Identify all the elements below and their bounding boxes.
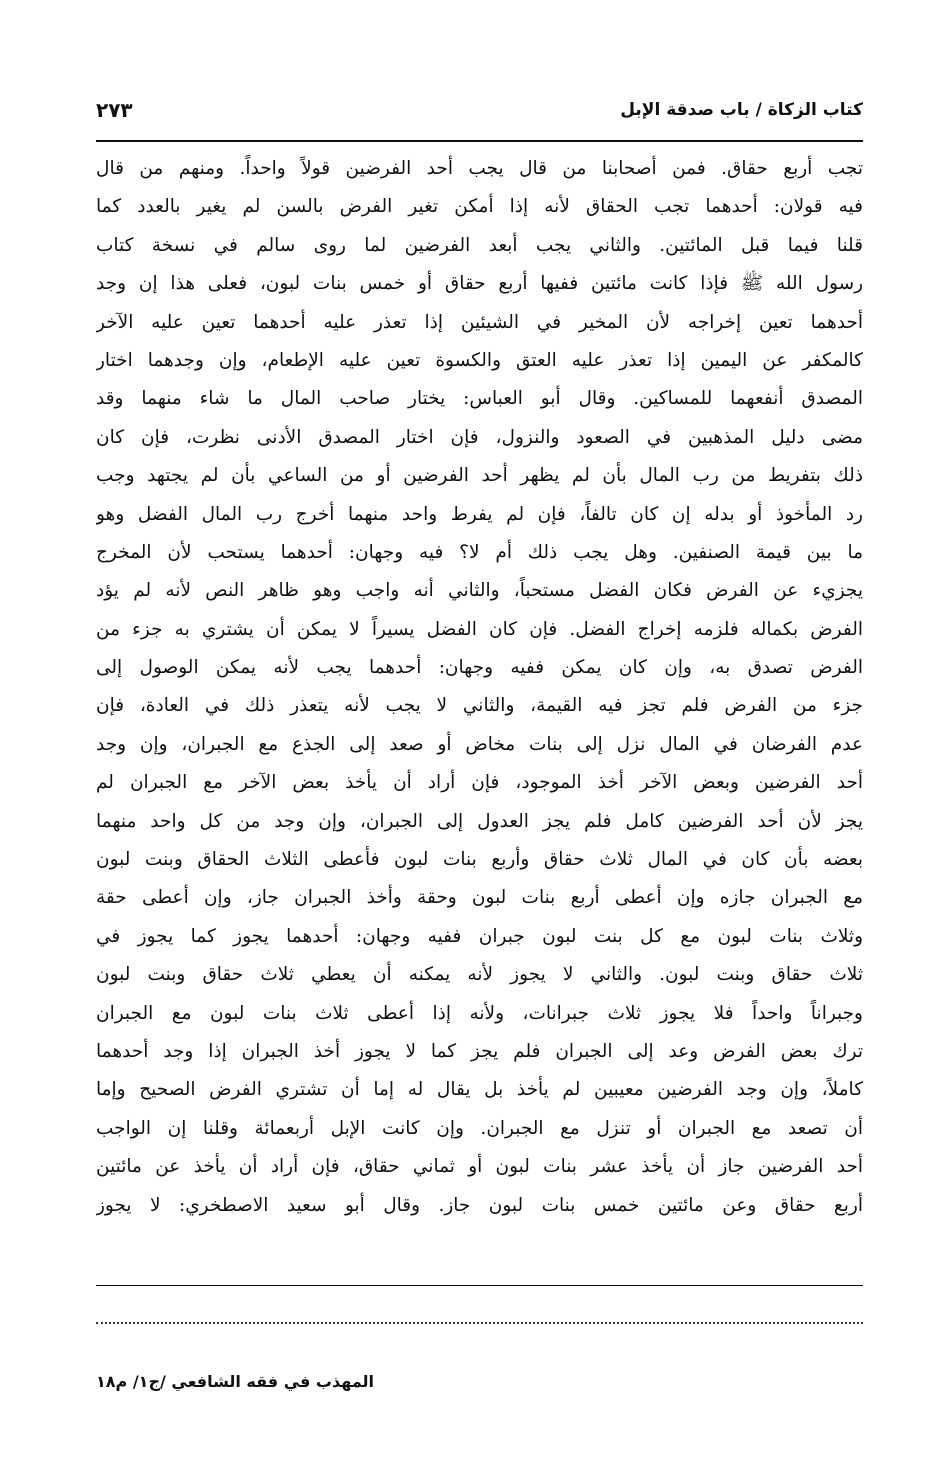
text-line: ثلاث حقاق وبنت لبون. والثاني لا يجوز لأنه يمكنه أن يعطي ثلاث حقاق وبنت لبون	[96, 964, 863, 986]
text-line: الفرض تصدق به، وإن كان يمكن ففيه وجهان: أحدهما يجب لأنه يمكن الوصول إلى	[96, 657, 863, 679]
text-line: يجزيء عن الفرض فكان الفضل مستحباً، والثاني أنه واجب وهو ظاهر النص لأنه لم يؤد	[96, 580, 863, 602]
text-line: أربع حقاق وعن مائتين خمس بنات لبون جاز. وقال أبو سعيد الاصطخري: لا يجوز	[96, 1194, 863, 1216]
text-line: ذلك بتفريط من رب المال بأن لم يظهر أحد الفرضين أو من الساعي بأن لم يجتهد وجب	[96, 465, 863, 487]
text-line: تجب أربع حقاق. فمن أصحابنا من قال يجب أحد الفرضين قولاً واحداً. ومنهم من قال	[96, 158, 863, 179]
text-line: أن تصعد مع الجبران أو تنزل مع الجبران. وإن كانت الإبل أربعمائة وقلنا إن الواجب	[96, 1117, 863, 1139]
text-line: أحد الفرضين جاز أن يأخذ عشر بنات لبون أو ثماني حقاق، فإن أراد أن يأخذ عن مائتين	[96, 1156, 863, 1178]
text-line: عدم الفرضان في المال نزل إلى بنات مخاض أو صعد إلى الجذع مع الجبران، وإن وجد	[96, 733, 863, 755]
text-line: مع الجبران جازه وإن أعطى أربع بنات لبون وحقة وأخذ الجبران جاز، وإن أعطى حقة	[96, 887, 863, 909]
header-rule	[96, 140, 863, 142]
text-line: وثلاث بنات لبون مع كل بنت لبون جبران ففيه وجهان: أحدهما يجوز كما يجوز في	[96, 925, 863, 947]
signature-mark: المهذب في فقه الشافعي /ج١/ م١٨	[96, 1372, 375, 1391]
text-line: الفرض بكماله فلزمه إخراج الفضل. فإن كان الفضل يسيراً لا يمكن أن يشتري به جزء من	[96, 618, 863, 640]
text-line: كالمكفر عن اليمين إذا تعذر عليه العتق والكسوة تعين عليه الإطعام، وإن وجدهما اختار	[96, 349, 863, 371]
text-line: وجبراناً واحداً فلا يجوز ثلاث جبرانات، ولأنه إذا أعطى ثلاث بنات لبون مع الجبران	[96, 1002, 863, 1024]
text-line: رد المأخوذ أو بدله إن كان تالفاً، فإن لم يفرط واحد منهما أخرج رب المال الفضل وهو	[96, 503, 863, 525]
text-line: مضى دليل المذهبين في الصعود والنزول، فإن اختار المصدق الأدنى نظرت، فإن كان	[96, 426, 863, 448]
text-line: قلنا فيما قبل المائتين. والثاني يجب أبعد الفرضين لما روى سالم في نسخة كتاب	[96, 234, 863, 256]
text-line: ترك بعض الفرض وعد إلى الجبران فلم يجز كما لا يجوز أخذ الجبران إذا وجد أحدهما	[96, 1040, 863, 1062]
text-line: جزء من الفرض فلم تجز فيه القيمة، والثاني لا يجب لأنه يتعذر ذلك في العادة، فإن	[96, 695, 863, 717]
body-text	[96, 150, 863, 1225]
footnote-rule	[96, 1285, 863, 1286]
text-line: رسول الله ﷺ فإذا كانت مائتين ففيها أربع حقاق أو خمس بنات لبون، فعلى هذا إن وجد	[96, 273, 863, 295]
page-header	[96, 92, 863, 132]
text-line: ما بين قيمة الصنفين. وهل يجب ذلك أم لا؟ فيه وجهان: أحدهما يستحب لأن المخرج	[96, 541, 863, 563]
text-line: بعضه بأن كان في المال ثلاث حقاق وأربع بنات لبون فأعطى الثلاث الحقاق وبنت لبون	[96, 849, 863, 871]
text-line: يجز لأن أحد الفرضين كامل فلم يجز العدول إلى الجبران، وإن وجد من كل واحد منهما	[96, 810, 863, 832]
dotted-rule	[96, 1322, 863, 1324]
text-line: المصدق أنفعهما للمساكين. وقال أبو العباس: يختار صاحب المال ما شاء منهما وقد	[96, 388, 863, 410]
text-line: فيه قولان: أحدهما تجب الحقاق لأنه إذا أمكن تغير الفرض بالسن لم يغير بالعدد كما	[96, 196, 863, 218]
page-number: ٢٧٣	[96, 98, 133, 122]
text-line: أحدهما تعين إخراجه لأن المخير في الشيئين إذا تعذر عليه أحدهما تعين عليه الآخر	[96, 311, 863, 333]
running-head: كتاب الزكاة / باب صدقة الإبل	[620, 100, 863, 120]
text-line: أحد الفرضين وبعض الآخر أخذ الموجود، فإن أراد أن يأخذ بعض الآخر مع الجبران لم	[96, 772, 863, 794]
text-line: كاملاً، وإن وجد الفرضين معيبين لم يأخذ بل يقال له إما أن تشتري الفرض الصحيح وإما	[96, 1079, 863, 1101]
